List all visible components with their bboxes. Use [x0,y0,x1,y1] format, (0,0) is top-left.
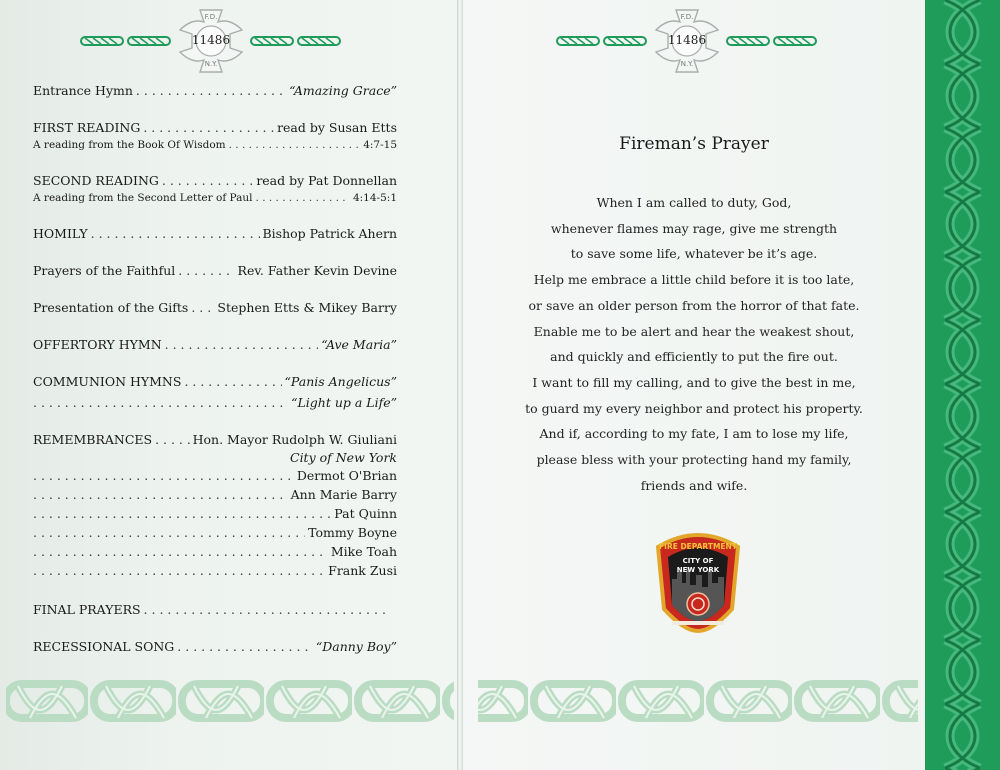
entry-label: Presentation of the Gifts [33,300,189,315]
entry-subtitle: City of New York [290,450,397,465]
dot-leader [155,431,190,449]
entry-label: Entrance Hymn [33,83,133,98]
badge-bottom-text: N.Y. [680,60,694,68]
fdny-company-badge [654,8,720,74]
entry-value: “Ave Maria” [321,337,397,352]
prayer-line: to guard my every neighbor and protect his property. [525,400,863,416]
dot-leader [91,225,260,243]
prayer-line: When I am called to duty, God, [596,195,792,210]
prayer-text [463,190,925,498]
program-entry-communion-hymns-2 [33,394,397,412]
dot-leader [162,172,253,190]
entry-label: COMMUNION HYMNS [33,374,182,389]
entry-value: Rev. Father Kevin Devine [237,263,397,278]
celtic-knot-band-icon [726,35,818,47]
celtic-border-strip [925,0,1000,770]
celtic-knot-vertical-icon [925,0,1000,770]
entry-sub-value: 4:7-15 [363,139,397,151]
fdny-patch [652,527,744,633]
dot-leader [143,119,274,137]
dot-leader [229,137,361,153]
program-entry-final-prayers [33,601,397,619]
right-header [556,8,818,74]
dot-leader [33,543,328,561]
fdny-shield-icon [652,527,744,633]
entry-label: HOMILY [33,226,88,241]
remembrance-name: Pat Quinn [334,506,397,521]
prayer-line: whenever flames may rage, give me strength [550,220,838,236]
entry-value: “Panis Angelicus” [284,374,397,389]
fdny-company-badge [178,8,244,74]
patch-text-mid1: CITY OF [682,557,714,565]
dot-leader [33,524,305,542]
entry-value: “Danny Boy” [315,639,397,654]
remembrance-name-row [33,467,397,485]
entry-value: Stephen Etts & Mikey Barry [217,300,397,315]
dot-leader [33,467,294,485]
remembrance-name-row [33,543,397,561]
dot-leader [178,262,234,280]
dot-leader [144,601,388,619]
entry-sub-value: 4:14-5:1 [352,192,397,204]
entry-label: OFFERTORY HYMN [33,337,162,352]
celtic-knot-band-icon [80,35,172,47]
prayer-line: Help me embrace a little child before it is too late, [533,272,855,288]
remembrance-name: Tommy Boyne [308,525,397,540]
remembrance-name-row [33,486,397,504]
entry-value: “Amazing Grace” [289,83,397,98]
badge-top-text: F.D. [204,13,218,21]
remembrance-name: Dermot O'Brian [296,468,397,483]
program-subentry-second-reading [33,190,397,206]
program-entry-second-reading [33,172,397,190]
remembrance-name-row [33,562,397,580]
dot-leader [184,373,281,391]
remembrances-subtitle [33,449,397,467]
remembrance-name-row [33,524,397,542]
prayer-line: to save some life, whatever be it’s age. [570,246,818,262]
prayer-line: please bless with your protecting hand my family, [536,452,852,468]
prayer-line: I want to fill my calling, and to give the best in me, [532,374,856,390]
program-entry-offertory-hymn [33,336,397,354]
patch-text-mid2: NEW YORK [676,566,720,574]
prayer-title: Fireman’s Prayer [619,134,769,154]
dot-leader [33,486,288,504]
program-entry-communion-hymns [33,373,397,391]
prayer-line: friends and wife. [640,477,748,493]
entry-value: “Light up a Life” [291,395,397,410]
program-entry-homily [33,225,397,243]
prayer-line: and quickly and efficiently to put the fire out. [550,349,838,365]
remembrance-name: Ann Marie Barry [290,487,397,502]
entry-value: Hon. Mayor Rudolph W. Giuliani [192,432,397,447]
program-entry-recessional [33,638,397,656]
program-entry-first-reading [33,119,397,137]
entry-sub-label: A reading from the Book Of Wisdom [33,139,226,151]
entry-label: REMEMBRANCES [33,432,153,447]
program-entry-entrance-hymn [33,82,397,100]
celtic-knot-bottom-band-icon [0,672,925,732]
entry-sub-label: A reading from the Second Letter of Paul [33,192,253,204]
prayer-line: Enable me to be alert and hear the weakest shout, [533,323,855,339]
entry-label: RECESSIONAL SONG [33,639,175,654]
entry-label: SECOND READING [33,173,159,188]
badge-top-text: F.D. [680,13,694,21]
dot-leader [165,336,319,354]
prayer-line: or save an older person from the horror of that fate. [528,297,860,313]
program-subentry-first-reading [33,137,397,153]
badge-bottom-text: N.Y. [204,60,218,68]
program-entry-remembrances [33,431,397,449]
dot-leader [256,190,350,206]
entry-label: Prayers of the Faithful [33,263,176,278]
patch-text-top: FIRE DEPARTMENT [659,542,737,551]
badge-number: 11486 [667,33,707,47]
dot-leader [33,562,325,580]
prayer-line: And if, according to my fate, I am to lose my life, [539,426,849,442]
entry-value: read by Susan Etts [277,120,397,135]
entry-value: Bishop Patrick Ahern [262,226,397,241]
dot-leader [33,394,288,412]
celtic-knot-band-icon [556,35,648,47]
program-entry-prayers-of-the-faithful [33,262,397,280]
dot-leader [136,82,286,100]
celtic-knot-band-icon [250,35,342,47]
remembrance-name: Frank Zusi [328,563,397,578]
entry-label: FINAL PRAYERS [33,602,141,617]
dot-leader [33,505,331,523]
entry-label: FIRST READING [33,120,141,135]
dot-leader [177,638,313,656]
dot-leader [191,299,214,317]
remembrance-name: Mike Toah [330,544,397,559]
remembrance-name-row [33,505,397,523]
entry-value: read by Pat Donnellan [256,173,397,188]
order-of-service [33,82,397,656]
program-entry-presentation-of-gifts [33,299,397,317]
left-header [80,8,342,74]
badge-number: 11486 [191,33,231,47]
